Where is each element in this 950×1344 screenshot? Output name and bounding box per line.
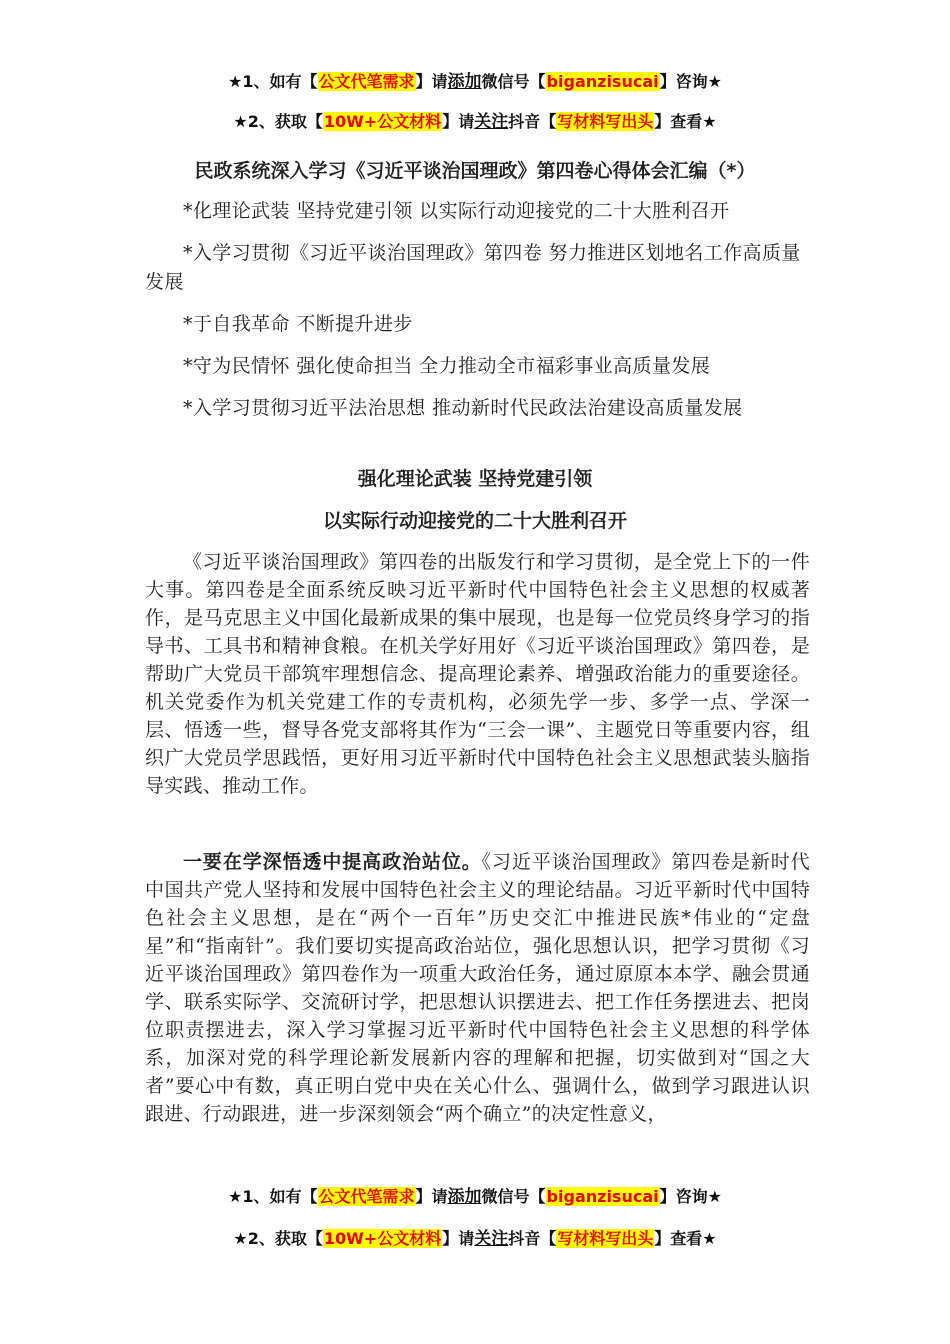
toc-item: *守为民情怀 强化使命担当 全力推动全市福彩事业高质量发展: [183, 355, 711, 377]
paragraph-body: 《习近平谈治国理政》第四卷是新时代中国共产党人坚持和发展中国特色社会主义的理论结晶。习近平新时代中国特色社会主义思想，是在“两个一百年”历史交汇中推进民族*伟业的“定盘星”和“指南针”。我们要切实提高政治站位，强化思想认识，把学习贯彻《习近平谈治国理政》第四卷作为一项重大政治任务，通过原原本本学、融会贯通学、联系实际学、交流研讨学，把思想认识摆进去、把工作任务摆进去、把岗位职责摆进去，深入学习掌握习近平新时代中国特色社会主义思想的科学体系，加深对党的科学理论新发展新内容的理解和把握，切实做到对“国之大者”要心中有数，真正明白党中央在关心什么、强调什么，做到学习跟进认识跟进、行动跟进，进一步深刻领会“两个确立”的决定性意义，: [145, 851, 810, 1125]
toc-item: *化理论武装 坚持党建引领 以实际行动迎接党的二十大胜利召开: [183, 200, 730, 222]
highlight-douyin-account: 写材料写出头: [557, 1229, 654, 1248]
body-paragraph-1: 《习近平谈治国理政》第四卷的出版发行和学习贯彻，是全党上下的一件大事。第四卷是全面系统反映习近平新时代中国特色社会主义思想的权威著作，是马克思主义中国化最新成果的集中展现，也是每一位党员终身学习的指导书、工具书和精神食粮。在机关学好用好《习近平谈治国理政》第四卷，是帮助广大党员干部筑牢理想信念、提高理论素养、增强政治能力的重要途径。机关党委作为机关党建工作的专责机构，必须先学一步、多学一点、学深一层、悟透一些，督导各党支部将其作为“三会一课”、主题党日等重要内容，组织广大党员学思践悟，更好用习近平新时代中国特色社会主义思想武装头脑指导实践、推动工作。: [145, 551, 810, 797]
highlight-wechat-id: biganzisucai: [546, 1187, 659, 1206]
body-paragraph-2: [145, 848, 810, 1128]
paragraph-lead-heading: 一要在学深悟透中提高政治站位。: [183, 851, 482, 873]
toc-item: *于自我革命 不断提升进步: [183, 313, 413, 335]
highlight-wechat-id: biganzisucai: [546, 72, 659, 91]
section-title-line-1: 强化理论武装 坚持党建引领: [357, 468, 593, 490]
document-title: 民政系统深入学习《习近平谈治国理政》第四卷心得体会汇编（*）: [194, 160, 756, 182]
highlight-materials: 10W+公文材料: [323, 1229, 442, 1248]
table-of-contents: [145, 197, 810, 436]
highlight-materials: 10W+公文材料: [323, 112, 442, 131]
section-title-line-2: 以实际行动迎接党的二十大胜利召开: [322, 510, 627, 532]
promo-banner-line-1: ★1、如有【公文代笔需求】请添加微信号【biganzisucai】咨询★: [228, 72, 722, 92]
toc-item: *入学习贯彻《习近平谈治国理政》第四卷 努力推进区划地名工作高质量发展: [145, 242, 801, 293]
toc-item: *入学习贯彻习近平法治思想 推动新时代民政法治建设高质量发展: [183, 397, 743, 419]
highlight-service: 公文代笔需求: [318, 72, 415, 91]
promo-banner-footer-line-2: ★2、获取【10W+公文材料】请关注抖音【写材料写出头】查看★: [233, 1229, 717, 1249]
highlight-service: 公文代笔需求: [318, 1187, 415, 1206]
promo-banner-line-2: ★2、获取【10W+公文材料】请关注抖音【写材料写出头】查看★: [233, 112, 717, 132]
highlight-douyin-account: 写材料写出头: [557, 112, 654, 131]
promo-banner-footer-line-1: ★1、如有【公文代笔需求】请添加微信号【biganzisucai】咨询★: [228, 1187, 722, 1207]
